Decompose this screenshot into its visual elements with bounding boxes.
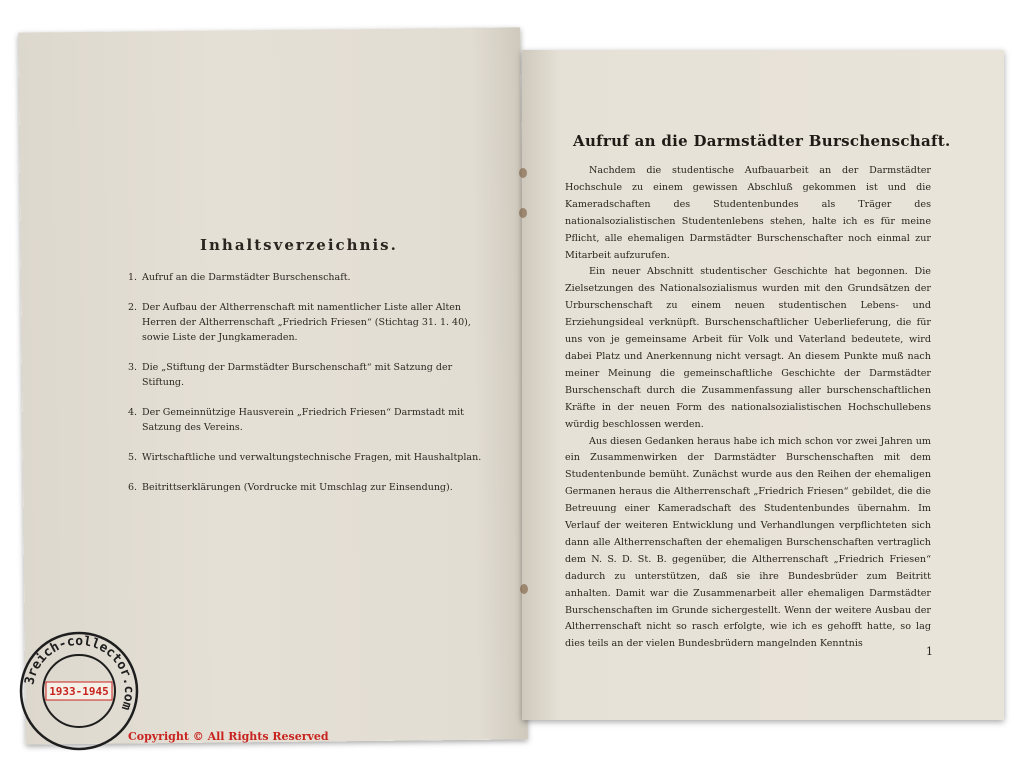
toc-item-text: Die „Stiftung der Darmstädter Burschenschaft“ mit Satzung der Stiftung. bbox=[142, 362, 453, 388]
staple-hole bbox=[520, 584, 528, 594]
toc-item-number: 5. bbox=[128, 452, 138, 463]
toc-item bbox=[128, 360, 488, 390]
toc-item-text: Der Aufbau der Altherrenschaft mit namentlicher Liste aller Alten Herren der Altherrenschaft „Friedrich Friesen“ (Stichtag 31. 1. 40), sowie Liste der Jungkameraden. bbox=[142, 302, 471, 343]
toc-item-text: Wirtschaftliche und verwaltungstechnische Fragen, mit Haushaltplan. bbox=[142, 452, 482, 463]
watermark-stamp-icon bbox=[18, 630, 140, 752]
toc-item-number: 1. bbox=[128, 272, 138, 283]
toc-item-number: 4. bbox=[128, 407, 138, 418]
toc-item bbox=[128, 300, 488, 345]
toc-item bbox=[128, 480, 488, 495]
article-title: Aufruf an die Darmstädter Burschenschaft. bbox=[573, 132, 951, 150]
toc-item bbox=[128, 270, 488, 285]
article-body bbox=[565, 163, 931, 653]
toc-item bbox=[128, 450, 488, 465]
toc-item-text: Der Gemeinnützige Hausverein „Friedrich Friesen“ Darmstadt mit Satzung des Vereins. bbox=[142, 407, 464, 433]
toc-item-number: 3. bbox=[128, 362, 138, 373]
staple-hole bbox=[519, 208, 527, 218]
stamp-years: 1933-1945 bbox=[49, 685, 109, 698]
toc-item-text: Beitrittserklärungen (Vordrucke mit Umschlag zur Einsendung). bbox=[142, 482, 453, 493]
article-paragraph: Aus diesen Gedanken heraus habe ich mich schon vor zwei Jahren um ein Zusammenwirken der Darmstädter Burschenschaften mit dem Studentenbunde bemüht. Zunächst wurde aus den Reihen der ehemaligen Germanen heraus die Altherrenschaft „Friedrich Friesen“ gebildet, die die Betreuung einer Kameradschaft des Studentenbundes übernahm. Im Verlauf der weiteren Entwicklung und Verhandlungen verpflichteten sich dann alle Altherrenschaften der ehemaligen Burschenschaften vertraglich dem N. S. D. St. B. gegenüber, die Altherrenschaft „Friedrich Friesen“ dadurch zu unterstützen, daß sie ihre Bundesbrüder zum Beitritt anhalten. Damit war die Zusammenarbeit aller ehemaligen Darmstädter Burschenschaften im Grunde sichergestellt. Wenn der weitere Ausbau der Altherrenschaft nicht so rasch erfolgte, wie ich es gehofft hatte, so lag dies teils an der vielen Bundesbrüdern mangelnden Kenntnis bbox=[565, 435, 931, 650]
copyright-notice: Copyright © All Rights Reserved bbox=[128, 730, 329, 743]
staple-hole bbox=[519, 168, 527, 178]
toc-item-text: Aufruf an die Darmstädter Burschenschaft. bbox=[142, 272, 351, 283]
article-paragraph: Nachdem die studentische Aufbauarbeit an der Darmstädter Hochschule zu einem gewissen Abschluß gekommen ist und die Kameradschaften des Studentenbundes als Träger des nationalsozialistischen Studentenlebens stehen, halte ich es für meine Pflicht, alle ehemaligen Darmstädter Burschenschafter noch einmal zur Mitarbeit aufzurufen. bbox=[565, 165, 931, 261]
stamp-ring-text: 3reich-collector.com bbox=[22, 633, 137, 712]
toc-item-number: 6. bbox=[128, 482, 138, 493]
toc-item bbox=[128, 405, 488, 435]
toc-title: Inhaltsverzeichnis. bbox=[200, 236, 398, 254]
page-number: 1 bbox=[926, 645, 933, 658]
toc-list bbox=[128, 270, 488, 510]
article-paragraph: Ein neuer Abschnitt studentischer Geschichte hat begonnen. Die Zielsetzungen des Nationalsozialismus wurden mit den Grundsätzen der Urburschenschaft zu einem neuen studentischen Lebens- und Erziehungsideal verknüpft. Burschenschaftlicher Ueberlieferung, die für uns von je gemeinsame Arbeit für Volk und Vaterland bedeutete, wird dabei Platz und Anerkennung nicht versagt. An diesem Punkte muß nach meiner Meinung die gemeinschaftliche Geschichte der Darmstädter Burschenschaft durch die Zusammenfassung aller burschenschaftlichen Kräfte in der neuen Form des nationalsozialistischen Hochschullebens würdig beschlossen werden. bbox=[565, 266, 931, 430]
toc-item-number: 2. bbox=[128, 302, 138, 313]
